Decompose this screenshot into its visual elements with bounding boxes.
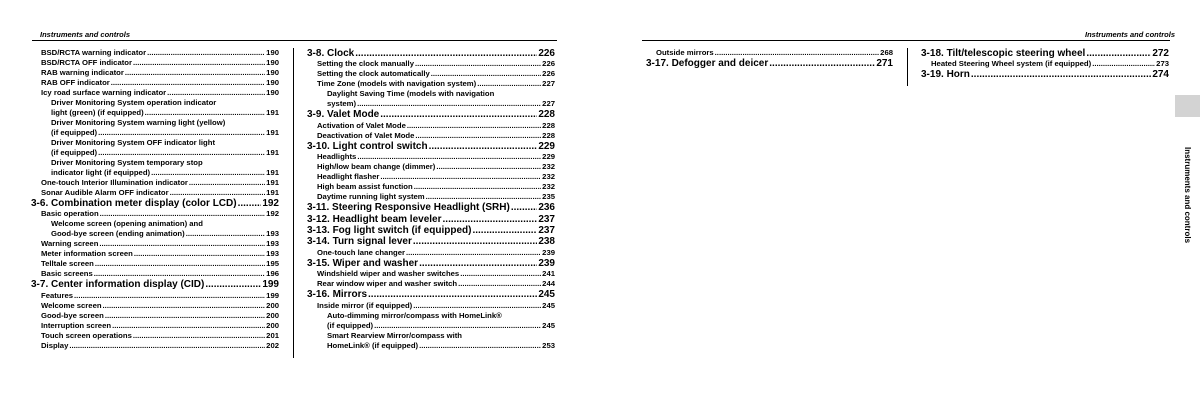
toc-entry-title: 3-10. Light control switch xyxy=(307,140,428,152)
chapter-tab-marker xyxy=(1175,95,1200,117)
toc-page-number: 238 xyxy=(538,236,555,248)
dot-leader xyxy=(170,188,266,198)
toc-subentry xyxy=(31,331,279,341)
toc-page-number: 239 xyxy=(542,247,555,257)
toc-page-number: 193 xyxy=(266,229,279,239)
toc-page-number: 190 xyxy=(266,48,279,57)
toc-subentry xyxy=(31,78,279,88)
toc-subentry xyxy=(646,48,893,58)
dot-leader xyxy=(145,108,266,118)
dot-leader xyxy=(151,168,265,178)
toc-subentry xyxy=(31,311,279,321)
toc-entry-title: Interruption screen xyxy=(41,320,112,330)
toc-entry-title: BSD/RCTA warning indicator xyxy=(41,48,147,57)
toc-subentry xyxy=(307,131,555,141)
dot-leader xyxy=(477,79,541,89)
toc-subentry xyxy=(31,108,279,118)
toc-page-number: 200 xyxy=(266,300,279,310)
dot-leader xyxy=(374,321,541,331)
dot-leader xyxy=(189,178,265,188)
toc-page-number: 191 xyxy=(266,128,279,137)
toc-subentry xyxy=(307,341,555,351)
toc-entry-title: 3-12. Headlight beam leveler xyxy=(307,213,442,225)
toc-subentry xyxy=(31,291,279,301)
running-header-right: Instruments and controls xyxy=(1085,30,1176,39)
toc-subentry xyxy=(307,321,555,331)
toc-subentry xyxy=(307,182,555,192)
toc-subentry xyxy=(31,249,279,259)
toc-page-number: 232 xyxy=(542,172,555,182)
toc-page-number: 191 xyxy=(266,148,279,157)
dot-leader xyxy=(111,78,265,88)
toc-page-number: 229 xyxy=(542,152,555,162)
toc-entry-title: Basic screens xyxy=(41,269,93,279)
dot-leader xyxy=(238,198,262,209)
toc-entry-title: Basic operation xyxy=(41,209,99,219)
toc-subentry xyxy=(307,162,555,172)
dot-leader xyxy=(414,182,541,192)
toc-entry-title: High/low beam change (dimmer) xyxy=(317,162,436,172)
toc-entry-title: Icy road surface warning indicator xyxy=(41,88,167,97)
toc-page-number: 202 xyxy=(266,340,279,350)
toc-subentry xyxy=(31,128,279,138)
toc-entry-title: RAB OFF indicator xyxy=(41,78,110,87)
toc-page-number: 195 xyxy=(266,259,279,269)
dot-leader xyxy=(436,162,541,172)
toc-subentry xyxy=(307,99,555,109)
toc-entry-title: Deactivation of Valet Mode xyxy=(317,130,415,140)
toc-page-number: 200 xyxy=(266,310,279,320)
dot-leader xyxy=(133,58,265,68)
toc-section-entry xyxy=(921,48,1169,59)
dot-leader xyxy=(1092,59,1155,69)
toc-entry-title: 3-7. Center information display (CID) xyxy=(31,279,205,291)
toc-entry-title: Setting the clock manually xyxy=(317,59,414,69)
toc-section-entry xyxy=(307,214,555,225)
toc-section-entry xyxy=(307,202,555,213)
dot-leader xyxy=(205,279,261,290)
toc-entry-title: High beam assist function xyxy=(317,182,413,192)
toc-subentry xyxy=(31,259,279,269)
dot-leader xyxy=(112,321,265,331)
toc-entry-continuation: Daylight Saving Time (models with navigation xyxy=(327,89,495,99)
toc-entry-title: Sonar Audible Alarm OFF indicator xyxy=(41,188,169,197)
toc-page-number: 227 xyxy=(542,99,555,109)
toc-entry-continuation: Driver Monitoring System temporary stop xyxy=(51,158,203,167)
toc-subentry xyxy=(31,229,279,239)
toc-subentry xyxy=(307,121,555,131)
toc-page-number: 232 xyxy=(542,162,555,172)
dot-leader xyxy=(406,248,541,258)
toc-page-number: 274 xyxy=(1152,69,1169,81)
toc-page-number: 199 xyxy=(266,290,279,300)
toc-column-2 xyxy=(307,48,555,351)
dot-leader xyxy=(99,239,265,249)
toc-subentry xyxy=(31,48,279,58)
toc-subentry xyxy=(307,172,555,182)
toc-entry-title: Daytime running light system xyxy=(317,192,425,202)
toc-subentry xyxy=(31,301,279,311)
dot-leader xyxy=(511,202,537,213)
toc-subentry xyxy=(307,152,555,162)
dot-leader xyxy=(1086,48,1151,59)
toc-subentry xyxy=(307,301,555,311)
toc-page-number: 191 xyxy=(266,178,279,187)
toc-page-number: 201 xyxy=(266,330,279,340)
toc-section-entry xyxy=(646,58,893,69)
toc-page-number: 196 xyxy=(266,269,279,279)
dot-leader xyxy=(95,259,265,269)
toc-page-number: 191 xyxy=(266,188,279,197)
header-rule-left xyxy=(32,40,297,41)
toc-page-number: 244 xyxy=(542,279,555,289)
toc-entry-title: Welcome screen xyxy=(41,300,102,310)
toc-subentry xyxy=(31,148,279,158)
toc-section-entry xyxy=(921,69,1169,80)
toc-entry-title: BSD/RCTA OFF indicator xyxy=(41,58,132,67)
toc-section-entry xyxy=(307,141,555,152)
dot-leader xyxy=(147,48,265,58)
toc-subentry xyxy=(307,248,555,258)
dot-leader xyxy=(125,68,265,78)
toc-subentry xyxy=(307,269,555,279)
toc-subentry xyxy=(921,59,1169,69)
toc-subentry xyxy=(307,59,555,69)
toc-entry-title: indicator light (if equipped) xyxy=(51,168,151,177)
toc-subentry xyxy=(307,79,555,89)
toc-entry-title: Meter information screen xyxy=(41,249,133,259)
dot-leader xyxy=(355,48,537,59)
dot-leader xyxy=(133,331,265,341)
toc-subentry xyxy=(31,68,279,78)
toc-entry-title: Inside mirror (if equipped) xyxy=(317,300,413,310)
toc-page-number: 232 xyxy=(542,182,555,192)
toc-entry-title: Good-bye screen xyxy=(41,310,104,320)
dot-leader xyxy=(103,301,266,311)
toc-subentry xyxy=(31,209,279,219)
dot-leader xyxy=(167,88,265,98)
header-rule-right-2 xyxy=(905,40,1170,41)
dot-leader xyxy=(426,192,542,202)
toc-entry-title: Rear window wiper and washer switch xyxy=(317,279,458,289)
dot-leader xyxy=(368,289,537,300)
toc-entry-title: 3-18. Tilt/telescopic steering wheel xyxy=(921,48,1086,59)
dot-leader xyxy=(74,291,265,301)
dot-leader xyxy=(357,99,541,109)
header-rule-right xyxy=(642,40,907,41)
toc-page-number: 200 xyxy=(266,320,279,330)
toc-page-number: 190 xyxy=(266,58,279,67)
dot-leader xyxy=(94,269,265,279)
toc-page-number: 190 xyxy=(266,68,279,77)
toc-subentry xyxy=(307,69,555,79)
toc-page-number: 190 xyxy=(266,78,279,87)
dot-leader xyxy=(98,148,265,158)
toc-page-number: 228 xyxy=(542,130,555,140)
toc-page-number: 226 xyxy=(542,59,555,69)
toc-page-number: 199 xyxy=(262,279,279,291)
toc-entry-title: One-touch lane changer xyxy=(317,247,405,257)
toc-page-number: 268 xyxy=(880,48,893,57)
toc-subentry xyxy=(307,279,555,289)
toc-page-number: 273 xyxy=(1156,59,1169,69)
dot-leader xyxy=(443,214,538,225)
dot-leader xyxy=(415,59,541,69)
toc-entry-title: 3-6. Combination meter display (color LCD) xyxy=(31,198,237,209)
toc-entry-title: Activation of Valet Mode xyxy=(317,120,406,130)
toc-page-number: 228 xyxy=(538,109,555,121)
toc-entry-title: 3-19. Horn xyxy=(921,69,970,81)
toc-subentry xyxy=(31,188,279,198)
toc-entry-title: 3-13. Fog light switch (if equipped) xyxy=(307,224,472,236)
toc-page-number: 237 xyxy=(538,213,555,225)
toc-page-number: 227 xyxy=(542,79,555,89)
toc-entry-title: Touch screen operations xyxy=(41,330,132,340)
dot-leader xyxy=(715,48,880,58)
header-rule-left-2 xyxy=(295,40,557,41)
toc-subentry xyxy=(31,341,279,351)
toc-entry-title: system) xyxy=(327,99,357,109)
toc-page-number: 193 xyxy=(266,249,279,259)
column-divider-left xyxy=(293,48,294,358)
toc-entry-title: light (green) (if equipped) xyxy=(51,108,144,117)
toc-entry-title: Headlights xyxy=(317,152,357,162)
toc-section-entry xyxy=(31,198,279,209)
dot-leader xyxy=(419,258,537,269)
toc-entry-continuation: Auto-dimming mirror/compass with HomeLink® xyxy=(327,310,502,320)
dot-leader xyxy=(380,172,541,182)
toc-entry-title: 3-8. Clock xyxy=(307,48,355,59)
column-divider-right xyxy=(907,48,908,86)
toc-section-entry xyxy=(307,48,555,59)
toc-page-number: 272 xyxy=(1152,48,1169,59)
toc-subentry xyxy=(31,269,279,279)
toc-entry-title: Outside mirrors xyxy=(656,48,714,57)
toc-entry-continuation: Driver Monitoring System OFF indicator light xyxy=(51,138,216,147)
toc-page-number: 190 xyxy=(266,88,279,97)
toc-entry-title: Setting the clock automatically xyxy=(317,69,430,79)
toc-page-number: 271 xyxy=(876,58,893,69)
toc-page-number: 239 xyxy=(538,257,555,269)
toc-page-number: 241 xyxy=(542,269,555,279)
running-header-left: Instruments and controls xyxy=(40,30,131,39)
toc-entry-title: (if equipped) xyxy=(51,128,98,137)
toc-entry-title: Warning screen xyxy=(41,239,99,249)
toc-page-number: 192 xyxy=(262,198,279,209)
toc-entry-title: Good-bye screen (ending animation) xyxy=(51,229,185,239)
dot-leader xyxy=(100,209,266,219)
toc-entry-title: Heated Steering Wheel system (if equipped) xyxy=(931,59,1092,69)
toc-entry-title: Telltale screen xyxy=(41,259,94,269)
toc-entry-title: 3-15. Wiper and washer xyxy=(307,257,419,269)
dot-leader xyxy=(460,269,541,279)
dot-leader xyxy=(415,131,541,141)
toc-section-entry xyxy=(307,225,555,236)
toc-entry-title: 3-11. Steering Responsive Headlight (SRH) xyxy=(307,202,510,214)
dot-leader xyxy=(105,311,265,321)
dot-leader xyxy=(769,58,875,69)
chapter-tab-label: Instruments and controls xyxy=(1183,146,1192,243)
dot-leader xyxy=(472,225,537,236)
toc-page-number: 245 xyxy=(542,300,555,310)
toc-subentry xyxy=(31,58,279,68)
toc-subentry xyxy=(31,88,279,98)
toc-entry-title: (if equipped) xyxy=(327,320,374,330)
toc-page-number: 228 xyxy=(542,120,555,130)
dot-leader xyxy=(419,341,541,351)
dot-leader xyxy=(407,121,541,131)
toc-column-4 xyxy=(921,48,1169,81)
dot-leader xyxy=(971,69,1151,80)
toc-page-number: 253 xyxy=(542,340,555,350)
toc-entry-title: Headlight flasher xyxy=(317,172,380,182)
dot-leader xyxy=(413,301,541,311)
toc-entry-title: One-touch Interior Illumination indicator xyxy=(41,178,188,187)
toc-subentry xyxy=(31,239,279,249)
toc-entry-title: (if equipped) xyxy=(51,148,98,157)
toc-entry-title: 3-16. Mirrors xyxy=(307,289,368,301)
toc-section-entry xyxy=(307,109,555,120)
toc-subentry xyxy=(31,168,279,178)
toc-page-number: 191 xyxy=(266,168,279,177)
toc-column-1 xyxy=(31,48,279,351)
dot-leader xyxy=(69,341,265,351)
toc-entry-title: 3-9. Valet Mode xyxy=(307,109,380,121)
toc-page-number: 245 xyxy=(538,289,555,301)
toc-entry-title: Display xyxy=(41,340,69,350)
toc-entry-title: Features xyxy=(41,290,74,300)
toc-subentry xyxy=(31,321,279,331)
toc-entry-continuation: Driver Monitoring System operation indicator xyxy=(51,98,217,107)
toc-page-number: 237 xyxy=(538,224,555,236)
dot-leader xyxy=(98,128,265,138)
dot-leader xyxy=(429,141,538,152)
toc-page-number: 235 xyxy=(542,192,555,202)
toc-entry-title: 3-14. Turn signal lever xyxy=(307,236,412,248)
toc-page-number: 236 xyxy=(538,202,555,214)
dot-leader xyxy=(431,69,541,79)
toc-section-entry xyxy=(307,258,555,269)
dot-leader xyxy=(413,236,537,247)
toc-entry-continuation: Driver Monitoring System warning light (yellow) xyxy=(51,118,226,127)
toc-page-number: 229 xyxy=(538,140,555,152)
toc-page-number: 192 xyxy=(266,209,279,219)
toc-page-number: 226 xyxy=(542,69,555,79)
toc-section-entry xyxy=(307,236,555,247)
toc-entry-continuation: Welcome screen (opening animation) and xyxy=(51,219,203,229)
toc-page-number: 191 xyxy=(266,108,279,117)
toc-subentry xyxy=(307,192,555,202)
toc-page-number: 245 xyxy=(542,320,555,330)
toc-page-number: 226 xyxy=(538,48,555,59)
toc-entry-continuation: Smart Rearview Mirror/compass with xyxy=(327,330,463,340)
toc-section-entry xyxy=(31,279,279,290)
toc-section-entry xyxy=(307,289,555,300)
toc-entry-title: Time Zone (models with navigation system) xyxy=(317,79,477,89)
dot-leader xyxy=(458,279,541,289)
toc-column-3 xyxy=(646,48,893,69)
toc-entry-title: HomeLink® (if equipped) xyxy=(327,340,419,350)
dot-leader xyxy=(357,152,541,162)
toc-subentry xyxy=(31,178,279,188)
dot-leader xyxy=(380,109,537,120)
dot-leader xyxy=(134,249,265,259)
toc-entry-title: 3-17. Defogger and deicer xyxy=(646,58,769,69)
toc-entry-title: Windshield wiper and washer switches xyxy=(317,269,460,279)
toc-entry-title: RAB warning indicator xyxy=(41,68,124,77)
toc-page-number: 193 xyxy=(266,239,279,249)
dot-leader xyxy=(186,229,265,239)
